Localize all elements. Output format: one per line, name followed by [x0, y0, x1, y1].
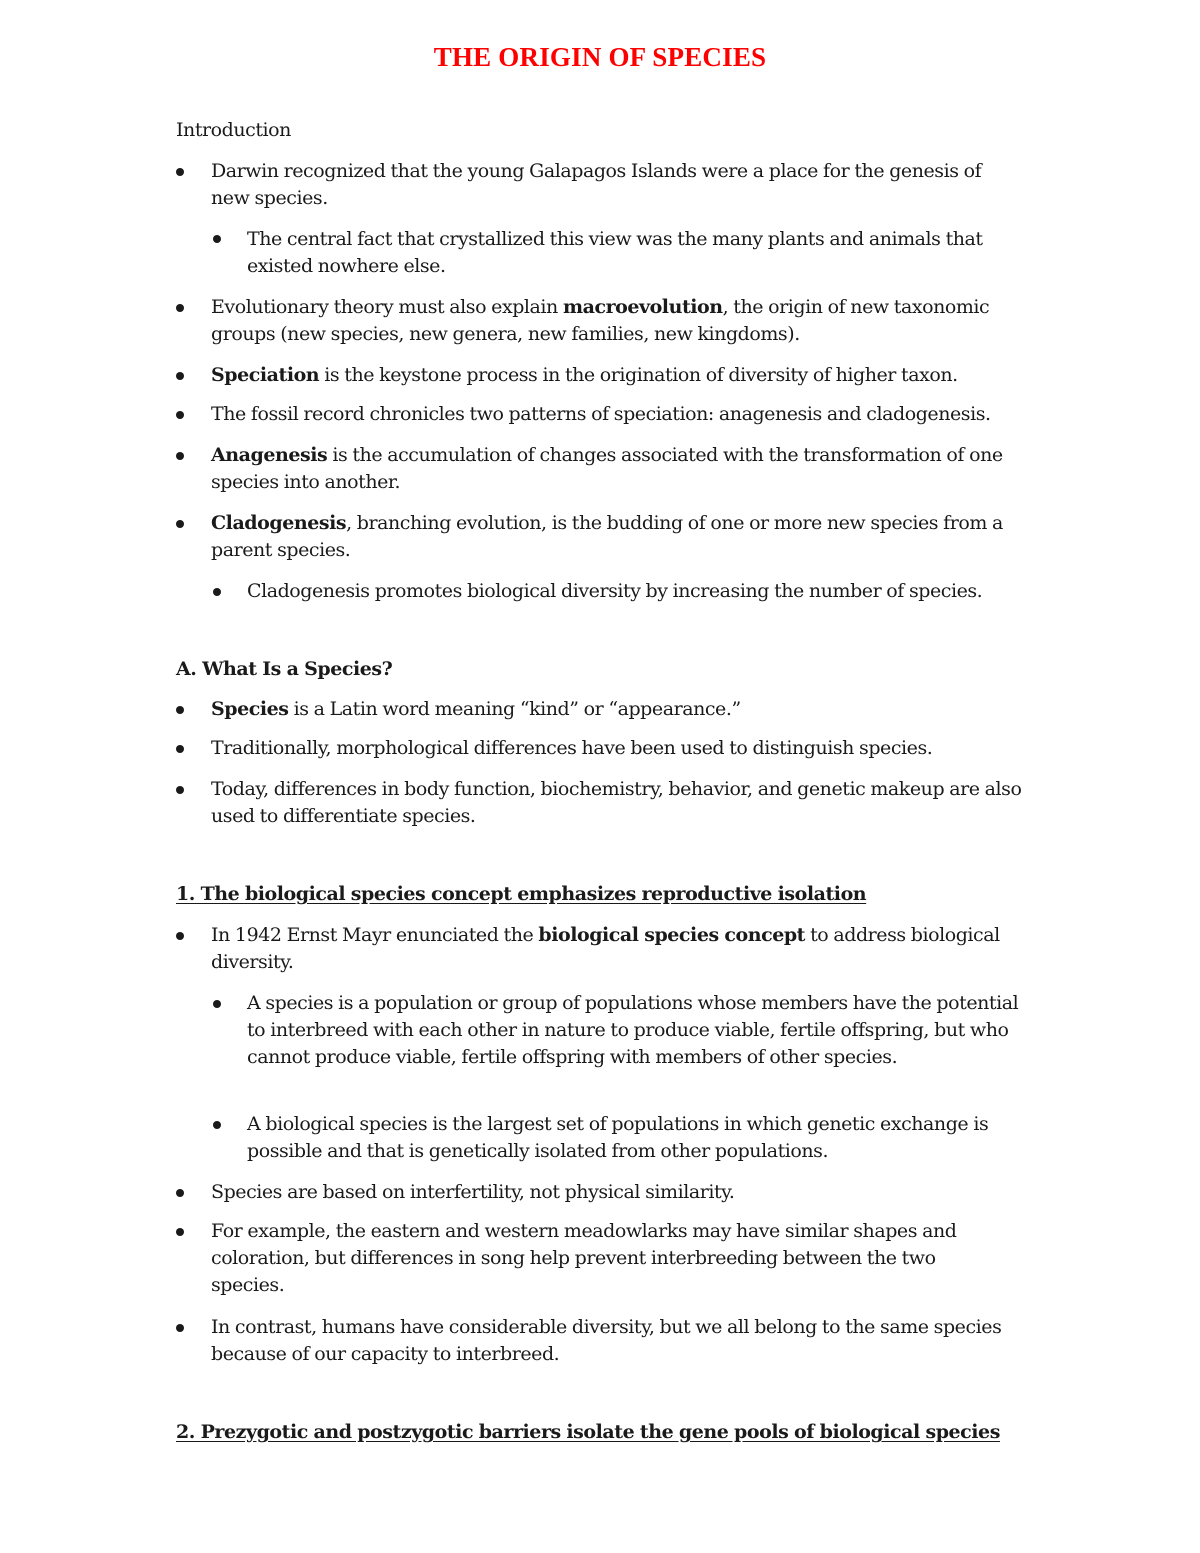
intro-bullet-macroevolution: Evolutionary theory must also explain macroevolution, the origin of new taxonomic groups (new species, new genera, new families, new kingdoms). [211, 296, 990, 345]
section-a-bullet-latin: Species is a Latin word meaning “kind” or “appearance.” [211, 698, 741, 720]
section-a-bullet-morphological: Traditionally, morphological differences have been used to distinguish species. [211, 737, 933, 759]
section-a-bullet-today: Today, differences in body function, biochemistry, behavior, and genetic makeup are also used to differentiate species. [211, 778, 1022, 827]
term-species: Species [211, 698, 289, 720]
bullet-icon [176, 304, 184, 312]
bullet-icon [176, 1324, 184, 1332]
section-1-subbullet-definition: A species is a population or group of populations whose members have the potential to interbreed with each other in nature to produce viable, fertile offspring, but who cannot produce viable, fertile offspring with members of other species. [247, 992, 1019, 1068]
bullet-icon [213, 235, 221, 243]
section-1-bullet-mayr: In 1942 Ernst Mayr enunciated the biological species concept to address biological diversity. [211, 924, 1000, 973]
bullet-icon [213, 1000, 221, 1008]
intro-bullet-speciation: Speciation is the keystone process in the origination of diversity of higher taxon. [211, 364, 958, 386]
intro-subbullet-diversity: Cladogenesis promotes biological diversity by increasing the number of species. [247, 580, 983, 602]
intro-bullet-fossil-record: The fossil record chronicles two patterns of speciation: anagenesis and cladogenesis. [211, 403, 991, 425]
bullet-icon [176, 706, 184, 714]
intro-bullet-darwin: Darwin recognized that the young Galapagos Islands were a place for the genesis of new species. [211, 160, 982, 209]
term-biological-species-concept: biological species concept [538, 924, 805, 946]
bullet-icon [176, 1228, 184, 1236]
intro-bullet-anagenesis: Anagenesis is the accumulation of changes associated with the transformation of one species into another. [211, 444, 1003, 493]
bullet-icon [176, 411, 184, 419]
bullet-icon [213, 1121, 221, 1129]
bullet-icon [176, 168, 184, 176]
bullet-icon [176, 452, 184, 460]
bullet-icon [176, 1189, 184, 1197]
term-speciation: Speciation [211, 364, 320, 386]
term-anagenesis: Anagenesis [211, 444, 328, 466]
bullet-icon [176, 520, 184, 528]
document-title: THE ORIGIN OF SPECIES [433, 42, 767, 72]
bullet-icon [176, 786, 184, 794]
section-a-heading: A. What Is a Species? [176, 658, 393, 680]
bullet-icon [176, 372, 184, 380]
section-1-bullet-meadowlarks: For example, the eastern and western meadowlarks may have similar shapes and coloration, but differences in song help prevent interbreeding between the two species. [211, 1220, 957, 1296]
bullet-icon [176, 932, 184, 940]
section-1-heading: 1. The biological species concept emphasizes reproductive isolation [176, 883, 867, 905]
section-1-bullet-interfertility: Species are based on interfertility, not physical similarity. [211, 1181, 735, 1203]
intro-bullet-cladogenesis: Cladogenesis, branching evolution, is the budding of one or more new species from a parent species. [211, 512, 1003, 561]
bullet-icon [176, 745, 184, 753]
term-cladogenesis: Cladogenesis [211, 512, 347, 534]
intro-heading: Introduction [176, 119, 291, 141]
section-2-heading: 2. Prezygotic and postzygotic barriers isolate the gene pools of biological species [176, 1421, 1000, 1443]
bullet-icon [213, 588, 221, 596]
section-1-bullet-humans: In contrast, humans have considerable diversity, but we all belong to the same species because of our capacity to interbreed. [211, 1316, 1002, 1365]
intro-subbullet-central-fact: The central fact that crystallized this view was the many plants and animals that existed nowhere else. [247, 228, 983, 277]
section-1-subbullet-largest-set: A biological species is the largest set of populations in which genetic exchange is possible and that is genetically isolated from other populations. [247, 1113, 989, 1162]
term-macroevolution: macroevolution [562, 296, 723, 318]
